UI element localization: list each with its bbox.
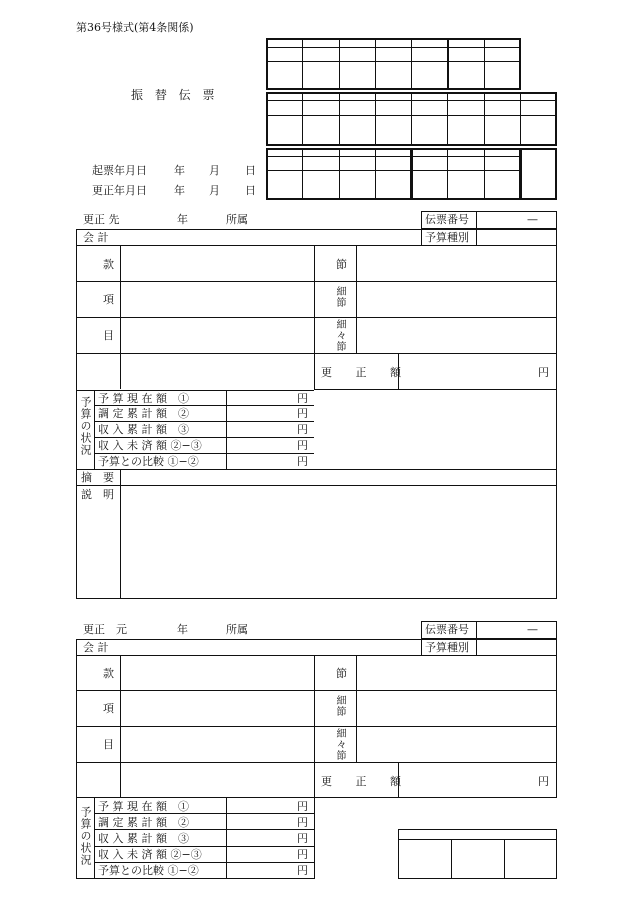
status-row-5: 予算との比較 ①−② xyxy=(98,455,199,468)
correction-day: 日 xyxy=(245,184,256,197)
kou-label: 項 xyxy=(103,293,114,306)
stamp-box-bottom xyxy=(398,829,557,879)
status-yen-4: 円 xyxy=(297,848,308,861)
amount-yen: 円 xyxy=(538,366,549,379)
summary-label: 摘 要 xyxy=(81,471,114,484)
account-label: 会 計 xyxy=(83,231,109,244)
status-row-3: 収 入 累 計 額 ③ xyxy=(98,832,189,845)
section-affiliation: 所属 xyxy=(226,623,248,636)
status-yen-4: 円 xyxy=(297,439,308,452)
status-yen-1: 円 xyxy=(297,392,308,405)
amount-yen: 円 xyxy=(538,775,549,788)
correction-year: 年 xyxy=(174,184,185,197)
form-number: 第36号様式(第4条関係) xyxy=(76,21,194,34)
setsu-label: 節 xyxy=(336,667,347,680)
status-yen-2: 円 xyxy=(297,407,308,420)
status-yen-3: 円 xyxy=(297,832,308,845)
saisetsu-label: 細節 xyxy=(334,695,345,717)
saisaisetsu-label: 細々節 xyxy=(334,319,345,352)
setsu-label: 節 xyxy=(336,258,347,271)
draft-date-label: 起票年月日 xyxy=(92,164,147,177)
draft-year: 年 xyxy=(174,164,185,177)
budget-type-label: 予算種別 xyxy=(425,641,469,654)
status-row-1: 予 算 現 在 額 ① xyxy=(98,392,189,405)
kan-label: 款 xyxy=(103,667,114,680)
status-yen-5: 円 xyxy=(297,864,308,877)
moku-label: 目 xyxy=(103,738,114,751)
draft-month: 月 xyxy=(209,164,220,177)
section-year: 年 xyxy=(177,623,188,636)
voucher-number-dash: — xyxy=(527,213,538,226)
status-row-2: 調 定 累 計 額 ② xyxy=(98,816,189,829)
voucher-number-label: 伝票番号 xyxy=(425,213,469,226)
status-row-2: 調 定 累 計 額 ② xyxy=(98,407,189,420)
moku-label: 目 xyxy=(103,329,114,342)
draft-day: 日 xyxy=(245,164,256,177)
status-row-3: 収 入 累 計 額 ③ xyxy=(98,423,189,436)
status-yen-2: 円 xyxy=(297,816,308,829)
status-yen-3: 円 xyxy=(297,423,308,436)
section-header-label: 更正 元 xyxy=(83,623,127,636)
saisetsu-label: 細節 xyxy=(334,286,345,308)
budget-status-label: 予算の状況 xyxy=(79,396,92,456)
status-yen-1: 円 xyxy=(297,800,308,813)
budget-type-label: 予算種別 xyxy=(425,231,469,244)
section-year: 年 xyxy=(177,213,188,226)
kan-label: 款 xyxy=(103,258,114,271)
budget-status-label: 予算の状況 xyxy=(79,806,92,866)
status-row-1: 予 算 現 在 額 ① xyxy=(98,800,189,813)
explanation-label: 説 明 xyxy=(81,488,114,501)
status-row-4: 収 入 未 済 額 ②−③ xyxy=(98,439,202,452)
form-title: 振 替 伝 票 xyxy=(131,88,219,102)
section-affiliation: 所属 xyxy=(226,213,248,226)
correction-month: 月 xyxy=(209,184,220,197)
status-yen-5: 円 xyxy=(297,455,308,468)
amount-label: 更 正 額 xyxy=(321,366,411,379)
section-header-label: 更正 先 xyxy=(83,213,120,226)
voucher-number-dash: — xyxy=(527,623,538,636)
kou-label: 項 xyxy=(103,702,114,715)
voucher-number-label: 伝票番号 xyxy=(425,623,469,636)
status-row-5: 予算との比較 ①−② xyxy=(98,864,199,877)
amount-label: 更 正 額 xyxy=(321,775,411,788)
correction-date-label: 更正年月日 xyxy=(92,184,147,197)
saisaisetsu-label: 細々節 xyxy=(334,728,345,761)
status-row-4: 収 入 未 済 額 ②−③ xyxy=(98,848,202,861)
account-label: 会 計 xyxy=(83,641,109,654)
